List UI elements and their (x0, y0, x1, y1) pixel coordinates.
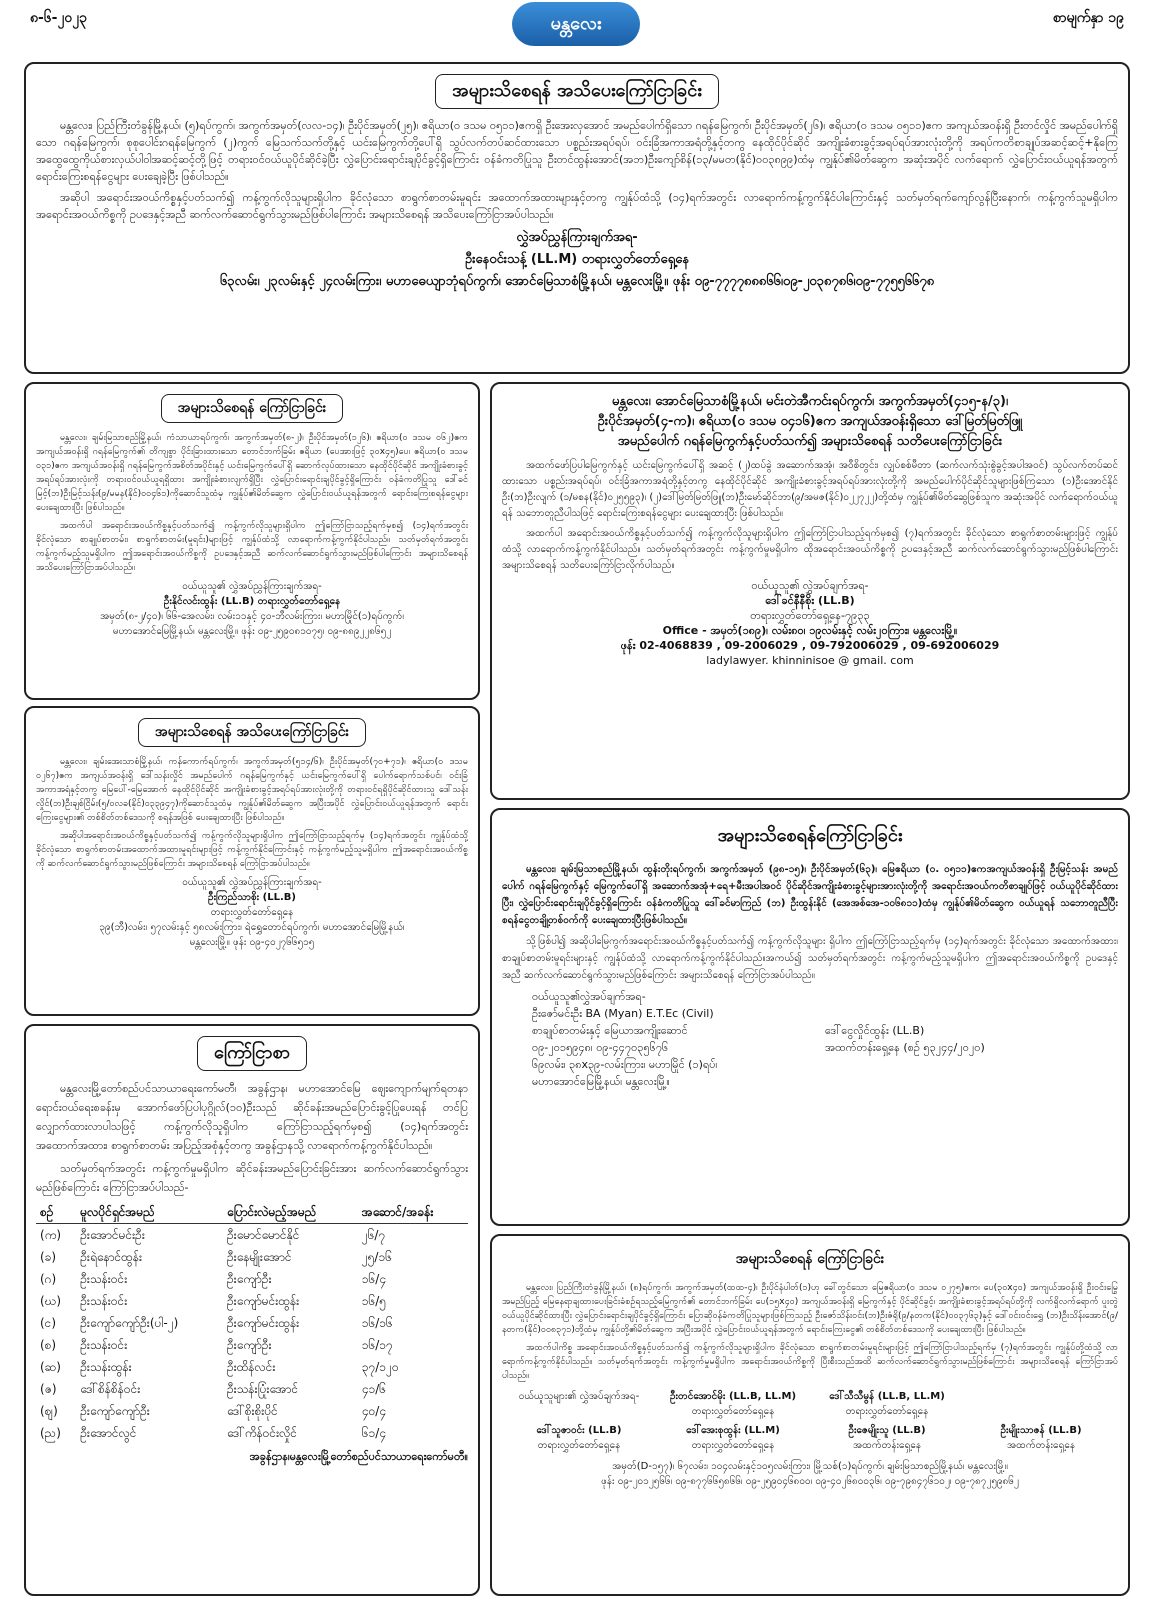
table-cell: ဒေါ်ကိန်ဝင်းလှိုင် (227, 1426, 298, 1440)
ad-paragraph: မန္တလေး၊ ပြည်ကြီးတံခွန်မြို့နယ်၊ (၈)ရပ်ကွက်၊ အကွက်အမှတ်(ထထ-၄)၊ ဦးပိုင်နံပါတ်(၁)ဟု ခေါ်တွင်သော မြေဧရိယာ(၀ ဒသမ ၀၂၇၅)ဧက၊ ပေ(၃၀x၄၀) အကျယ်အဝန်းရှိ ဦးဝင်းမြွေ အမည်ပြည့် မြေနေရာချထားပေးခြင်းခံစဉ်ရသည့်မြေကွက်၏ တောင်ဘက်ခြမ်း ပေ(၁၅x၄၀) အကျယ်အဝန်းရှိ မြေကွက်နှင့် ပိုင်ဆိုင်ခွင့်၊ အကျိုးခံစားခွင့်အရပ်ရပ်တို့ကို လက်ရှိလက်ရောက် ပူးတွဲဝယ်ယူပိုင်ဆိုင်ထားပြီး လွှဲပြောင်းရောင်းချပိုင်ခွင့်ရှိကြောင်း ပြောဆိုဝန်ခံကတိပြုသူများဖြစ်ကြသည့် ဦးဇော်သိန်းဝင်း(ဘ)ဦးဇံရို(၉/နတက(နိုင်)၀၀၃၇၆၃)နှင့် ဒေါ်ဝင်းဝင်းရွှေ (ဘ)ဦးသိန်းအောင်(၉/နတက(နိုင်)၀၀၈၃၇၁)တို့ထံမှ ကျွန်ုပ်တို့၏မိတ်ဆွေက အပြီးအပိုင် လွှဲပြောင်းဝယ်ယူရန်အတွက် ရောင်းကြေးငွေ၏ တစ်စိတ်တစ်ဒေသကို ပေးချေထားပြီး ဖြစ်ပါသည်။ (502, 1283, 1118, 1335)
table-cell: ဦးကျော်ဦး (227, 1272, 272, 1286)
ad-paragraph: မန္တလေး၊ ပြည်ကြီးတံခွန်မြို့နယ်၊ (၅)ရပ်ကွက်၊ အကွက်အမှတ်(လလ-၁၄)၊ ဦးပိုင်အမှတ်(၂၅)၊ ဧရိယာ(၀ ဒသမ ၀၅၁၁)ဧကရှိ ဦးအေးလှအောင် အမည်ပေါက်ရှိသော ဂရန်မြေကွက်၊ ဦးပိုင်အမှတ်(၂၆)၊ ဧရိယာ(၀ ဒသမ ၀၅၁၁)ဧက အကျယ်အဝန်းရှိ ဦးတင်လှိုင် အမည်ပေါက်ရှိသော ဂရန်မြေကွက်၊ စုစုပေါင်းဂရန်မြေကွက် (၂)ကွက် မြေသက်သက်တို့နှင့် ယင်းမြေကွက်တို့ပေါ်ရှိ သွပ်လက်တပ်ဆင်ထားသော ပစ္စည်းအရပ်ရပ်၊ ဝင်းခြံအကာအရံတို့နှင့်တကွ နေထိုင်ပိုင်ဆိုင် အကျိုးခံစားခွင့်အရပ်ရပ်အားလုံးတို့ကို အရပ်ကတိစာချုပ်အဆင့်ဆင့်+နိုကြေအထွေထွေကိုယ်စားလှယ်ပါဝါအဆင့်ဆင့်တို့ဖြင့် တရားဝင်ဝယ်ယူပိုင်ဆိုင်ခဲ့ပြီး လွှဲပြောင်းရောင်းချပိုင်ခွင့်ရှိကြောင်း ဝန်ခံကတိပြုသူ ဦးတင်ထွန်းအောင်(အဘ)ဦးကျော်စိန်(၁၃/မမတ(နိုင်)၀၀၃၈၉၉)ထံမှ ကျွန်ုပ်၏မိတ်ဆွေက အဆုံးအပိုင် လက်ရောက် လွှဲပြောင်းဝယ်ယူရန်အတွက် ရောင်းကြေးစရန်ငွေများ ပေးချေခဲ့ပြီး ဖြစ်ပါသည်။ (36, 119, 1118, 183)
table-cell: ၁၆/၁၇ (361, 1338, 393, 1352)
lawyer-name: ဦးမျိုးသာဇန် (LL.B) (1000, 1425, 1082, 1436)
agent-name: ဦးဇော်မင်းဦး BA (Myan) E.T.Ec (Civil) (532, 1007, 714, 1020)
lawyer-title: တရားလွှတ်တော်ရှေ့နေ (537, 1440, 621, 1451)
ad-title: အများသိစေရန်ကြော်ငြာခြင်း (717, 825, 903, 846)
table-row (36, 1378, 468, 1400)
lawyer-name: ဦးနိုင်လင်းထွန်း (LL.B) တရားလွှတ်တော်ရှေ့နေ (163, 596, 341, 607)
shop-transfer-table (36, 1201, 468, 1444)
notice-ad-5 (490, 382, 1130, 800)
ad-paragraph: မန္တလေး၊ ချမ်းအေးသာစံမြို့နယ်၊ ကန်ကောက်ရပ်ကွက်၊ အကွက်အမှတ်(၅၁၄/၆)၊ ဦးပိုင်အမှတ်(၇၀+၇၁)၊ ဧရိယာ(၀ ဒသမ ၀၂၆၇)ဧက အကျယ်အဝန်းရှိ ဒေါ်သန်းလှိုင် အမည်ပေါက် ဂရန်မြေကွက်နှင့် ယင်းမြေကွက်ပေါ်ရှိ ပေါက်ရောက်သစ်ပင်၊ ဝင်းခြံအကာအရံနှင့်တကွ မြေပေါ်-မြေအောက် နေထိုင်ပိုင်ဆိုင် အကျိုးခံစားခွင့်အရပ်ရပ်အားလုံးတို့ကို တရားဝင်ရရှိပိုင်ဆိုင်ထားသူ ဒေါ်သန်းလှိုင်(ဘ)ဦးချစ်ငြိမ်း(၅/ဝလခ(နိုင်)၀၃၃၉၄၇)ကိုဆောင်သူထံမှ ကျွန်ုပ်၏မိတ်ဆွေက အပြီးအပိုင် လွှဲပြောင်းဝယ်ယူရန်အတွက် ရောင်းကြေးငွေများ၏ တစ်စိတ်တစ်ဒေသကို စရန်အဖြစ် ပေးချေထားပြီး ဖြစ်ပါသည်။ (36, 757, 468, 823)
lawyer-phone: ဖုန်း ၀၉-၂၀၁၂၅၆၆၊ ၀၉-၈၇၇၆၆၅၈၆၆၊ ၀၉-၂၅၉၀၄၆၈၀၀၊ ၀၉-၄၀၂၆၈၀၀၃၆၊ ၀၉-၇၉၈၄၇၆၁၀၂၊ ၀၉-၇၈၇၂၅၉၈၆၂ (601, 1476, 1019, 1487)
lawyer-title: တရားလွှတ်တော်ရှေ့နေ (210, 907, 294, 918)
ad-title: အများသိစေရန် ကြော်ငြာခြင်း (36, 394, 468, 423)
lawyer-name: ဦးဇေမျိုးသူ (LL.B) (848, 1425, 926, 1436)
signature-line: ဝယ်ယူသူများ၏ လွှဲအပ်ချက်အရ- (518, 1391, 640, 1402)
ad-title: ဦးပိုင်အမှတ်(၄-က)၊ ဧရိယာ(၀ ဒသမ ၀၄၁၆)ဧက အကျယ်အဝန်းရှိသော ဒေါ်မြတ်မြတ်ဖြူ (597, 414, 1023, 429)
table-row (36, 1224, 468, 1247)
agent-phone: ၀၉-၂၀၁၅၉၄၈၊ ၀၉-၄၄၇၀၃၅၆၇၆ (532, 1041, 669, 1054)
lawyer-phone: ဖုန်း 02-4068839 , 09-2006029 , 09-792006029 , 09-692006029 (620, 639, 1000, 652)
ad-paragraph: အထက်ပါ အရောင်းအဝယ်ကိစ္စနှင့်ပတ်သက်၍ ကန့်ကွက်လိုသူများရှိပါက ဤကြော်ငြာပါသည့်ရက်မှစ၍ (၇)ရက်အတွင်း ခိုင်လုံသော စာရွက်စာတမ်းများဖြင့် ကျွန်ုပ်ထံသို့ လာရောက်ကန့်ကွက်နိုင်ပါသည်။ သတ်မှတ်ရက်အတွင်း ကန့်ကွက်မှုမရှိပါက ထိုအရောင်းအဝယ်ကိစ္စကို ဥပဒေနှင့်အညီ ဆက်လက်ဆောင်ရွက်သွားမည်ဖြစ်ပါကြောင်း အများသိစေရန် သတိပေးကြော်ငြာလိုက်ပါသည်။ (502, 528, 1118, 571)
newspaper-logo: မန္တလေး (512, 2, 640, 46)
ad-title: အများသိစေရန် အသိပေးကြော်ငြာခြင်း (36, 74, 1118, 109)
table-row (36, 1268, 468, 1290)
table-cell: ဦးကျော်ဦး (227, 1338, 272, 1352)
masthead (0, 0, 1154, 50)
ad-paragraph: မန္တလေးမြို့တော်စည်ပင်သာယာရေးကော်မတီ၊ အခွန်ဌာန၊ မဟာအောင်မြေ ဈေးကျောက်မျက်ရတနာရောင်းဝယ်ရေးစခန်းမှ အောက်ဖော်ပြပါပုဂ္ဂိုလ်(၁၀)ဦးသည် ဆိုင်ခန်းအမည်ပြောင်းခွင့်ပြုပေးရန် တင်ပြလျှောက်ထားလာပါသဖြင့် ကန့်ကွက်လိုသူရှိပါက ကြော်ငြာသည့်ရက်မှစ၍ (၁၄)ရက်အတွင်း အထောက်အထား၊ စာရွက်စာတမ်း အပြည့်အစုံနှင့်တကွ အခွန်ဌာနသို့ လာရောက်ကန့်ကွက်နိုင်ပါသည်။ (36, 1082, 468, 1152)
agent-title: စာချုပ်စာတမ်းနှင့် မြေယာအကျိုးဆောင် (532, 1024, 688, 1037)
table-cell: ဦးကျော်ကျော်ဦး (80, 1404, 150, 1418)
table-cell: ၄၁/၆ (361, 1382, 387, 1396)
ad-paragraph: မန္တလေး၊ ချမ်းမြသာစည်မြို့နယ်၊ ထွန်းတိုးရပ်ကွက်၊ အကွက်အမှတ် (၉၈-၁၅)၊ ဦးပိုင်အမှတ်(၆၃)၊ မြေဧရိယာ (၀. ၀၅၁၁)ဧကအကျယ်အဝန်းရှိ ဦးမြင့်သန်း အမည်ပေါက် ဂရန်မြေကွက်နှင့် မြေကွက်ပေါ်ရှိ အဆောက်အအုံ+ရေ+မီးအပါအဝင် ပိုင်ဆိုင်အကျိုးခံစားခွင့်များအားလုံးတို့ကို အရောင်းအဝယ်ကတိစာချုပ်ဖြင့် ဝယ်ယူပိုင်ဆိုင်ထားပြီး၊ လွှဲပြောင်းရောင်းချပိုင်ခွင့်ရှိကြောင်း ဝန်ခံကတိပြုသူ ဒေါ်ခင်မာကြည် (ဘ) ဦးထွန်းနိုင် (အေအစ်အေ-၁၀၆၈၁၁)ထံမှ ကျွန်ုပ်၏မိတ်ဆွေက ဝယ်ယူရန် သဘောတူညီပြီး စရန်ငွေတချို့တစ်ဝက်ကို ပေးချေထားပြီးဖြစ်ပါသည်။ (502, 864, 1118, 926)
notice-ad-1 (24, 62, 1130, 374)
table-cell: ၂၅/၁၆ (361, 1250, 392, 1264)
lawyer-name: ဦးနေဝင်းသန့် (LL.M) တရားလွှတ်တော်ရှေ့နေ (464, 252, 690, 267)
table-header-row (36, 1201, 468, 1224)
issue-date: ၈-၆-၂၀၂၃ (30, 10, 87, 26)
lawyer-phone: မဟာအောင်မြေမြို့နယ်၊ မန္တလေးမြို့။ ဖုန်း ၀၉-၂၅၉၀၈၁၀၇၅၊ ၀၉-၈၈၉၂၂၈၆၅၂ (112, 626, 392, 637)
signature-line: လွှဲအပ်ညွှန်ကြားချက်အရ- (516, 230, 638, 245)
ad-title: အမည်ပေါက် ဂရန်မြေကွက်နှင့်ပတ်သက်၍ အများသိစေရန် သတိပေးကြော်ငြာခြင်း (617, 434, 1003, 449)
lawyer-name: ဦးကြည်သာစိုး (LL.B) (208, 892, 296, 903)
agent-address: ၆၉လမ်း၊ ၃၈x၃၉-လမ်းကြား၊ မဟာမြိုင် (၁)ရပ်၊ (532, 1058, 718, 1071)
table-cell: ဦးသန်းဝင်း (80, 1272, 128, 1286)
ad-paragraph: အထက်ပါ အရောင်းအဝယ်ကိစ္စနှင့်ပတ်သက်၍ ကန့်ကွက်လိုသူများရှိပါက ဤကြော်ငြာသည့်ရက်မှစ၍ (၁၄)ရက်အတွင်း ခိုင်လုံသော စာချုပ်စာတမ်း၊ စာရွက်စာတမ်း(မူရင်း)များဖြင့် ကျွန်ုပ်ထံသို့ လာရောက်ကန့်ကွက်နိုင်ပါသည်။ သတ်မှတ်ရက်အတွင်း ကန့်ကွက်မည့်သူမရှိပါက ဤအရောင်းအဝယ်ကိစ္စကို ဥပဒေနှင့်အညီ ဆက်လက်ဆောင်ရွက်သွားမည်ဖြစ်ပါကြောင်း အများသိစေရန် အသိပေးကြော်ငြာအပ်ပါသည်။ (36, 521, 468, 573)
lawyer-title: တရားလွှတ်တော်ရှေ့နေ (691, 1406, 775, 1417)
table-cell: (ဇ) (40, 1382, 57, 1396)
table-cell: ဦးအောင်မင်းဦး (80, 1228, 145, 1242)
table-cell: (စ) (40, 1338, 57, 1352)
notice-ad-6 (490, 808, 1130, 1226)
table-cell: ဒေါ်စိုးစိုးပိုင် (227, 1404, 278, 1418)
table-cell: ဦးအောင်လွင် (80, 1426, 137, 1440)
table-cell: ၆၁/၄ (361, 1426, 387, 1440)
table-row (36, 1400, 468, 1422)
table-cell: ဦးကျော်မင်းထွန်း (227, 1294, 300, 1308)
signature-line: ဝယ်ယူသူ၏လွှဲအပ်ချက်အရ- (532, 990, 646, 1003)
table-cell: ဒေါ်စိန်စိန်ဝင်း (80, 1382, 141, 1396)
lawyer-name: ဒေါ်သူဇာဝင်း (LL.B) (536, 1425, 622, 1436)
notice-ad-4 (24, 1024, 480, 1596)
table-cell: (ဃ) (40, 1294, 62, 1308)
ad-paragraph: မန္တလေး၊ ချမ်းမြသာစည်မြို့နယ်၊ ကံသာယာရပ်ကွက်၊ အကွက်အမှတ်(၈-၂)၊ ဦးပိုင်အမှတ်(၁၂၆)၊ ဧရိယာ(၀ ဒသမ ၀၆၂)ဧက အကျယ်အဝန်းရှိ ဂရန်မြေကွက်၏ တိကျစွာ ပိုင်းခြားထားသော တောင်ဘက်ခြမ်း ဧရိယာ (ပေအားဖြင့် ၃၀x၄၅)ပေ၊ ဧရိယာ(၀ ဒသမ ၀၃၁)ဧက အကျယ်အဝန်းရှိ ဂရန်မြေကွက်အစိတ်အပိုင်းနှင့် ယင်းမြေကွက်ပေါ်ရှိ ဆောက်လုပ်ထားသော နေထိုင်ပိုင်ဆိုင် အကျိုးခံစားခွင့်အရပ်ရပ်အားလုံးကို တရားဝင်ဝယ်ယူရရှိထား အကျိုးခံစားလျက်ရှိပြီး လွှဲပြောင်းရောင်းချပိုင်ခွင့်ရှိကြောင်း ဝန်ခံကတိပြုသူ ဒေါ်ခင်မြင့်(ဘ)ဦးမြင့်သန်း(၉/မမန(နိုင်)၀၀၄၆၁)ကိုဆောင်သူထံမှ ကျွန်ုပ်၏မိတ်ဆွေက လွှဲပြောင်းဝယ်ယူရန်အတွက် ရောင်းကြေးစရန်ငွေများ ပေးချေထားပြီး ဖြစ်ပါသည်။ (36, 433, 468, 513)
lawyer-email: ladylawyer. khinninisoe @ gmail. com (706, 654, 914, 667)
ad-paragraph: သတ်မှတ်ရက်အတွင်း ကန့်ကွက်မှုမရှိပါက ဆိုင်ခန်းအမည်ပြောင်းခြင်းအား ဆက်လက်ဆောင်ရွက်သွားမည်ဖြစ်ကြောင်း ကြော်ငြာအပ်ပါသည်- (36, 1162, 468, 1194)
column-header: ပြောင်းလဲမည့်အမည် (223, 1201, 358, 1224)
table-row (36, 1422, 468, 1444)
signature-line: ဝယ်ယူသူ၏ လွှဲအပ်ညွှန်ကြားချက်အရ- (182, 877, 322, 888)
signature-line: ဝယ်ယူသူ၏ လွှဲအပ်ချက်အရ- (751, 579, 869, 592)
lawyer-title (964, 1404, 1118, 1419)
lawyer-office: Office - အမှတ်(၁၈၉)၊ လမ်း၈၀၊ ၁၉လမ်းနှင့် လမ်း၂၀ကြား၊ မန္တလေးမြို့။ (662, 624, 958, 637)
lawyer-name: ဒေါ်သီသီမွန် (LL.B, LL.M) (829, 1391, 945, 1402)
lawyer-title: အထက်တန်းရှေ့နေ (စဉ် ၅၃၂၄၄/၂၀၂၀) (825, 1041, 985, 1054)
lawyer-name: ဒေါ်ငွေလှိုင်ထွန်း (LL.B) (825, 1024, 925, 1037)
lawyer-title: အထက်တန်းရှေ့နေ (852, 1440, 922, 1451)
lawyer-title: အထက်တန်းရှေ့နေ (1006, 1440, 1076, 1451)
lawyer-name: ဦးတင်အောင်မိုး (LL.B, LL.M) (669, 1391, 797, 1402)
table-cell: ၁၆/၁၆ (361, 1316, 393, 1330)
table-row (36, 1312, 468, 1334)
table-cell: ဦးသန်းဝင်း (80, 1338, 128, 1352)
ad-title: မန္တလေး၊ အောင်မြေသာစံမြို့နယ်၊ မင်းတဲအီကင်းရပ်ကွက်၊ အကွက်အမှတ်(၄၁၅-န/၃)၊ (611, 394, 1009, 409)
table-cell: ဦးသန်းထွန်း (80, 1360, 132, 1374)
table-cell: (ဂ) (40, 1272, 57, 1286)
lawyer-title: တရားလွှတ်တော်ရှေ့နေ (691, 1440, 775, 1451)
table-row (36, 1290, 468, 1312)
notice-ad-7 (490, 1234, 1130, 1596)
issuer-footer: အခွန်ဌာန၊မန္တလေးမြို့တော်စည်ပင်သာယာရေးကော်မတီ။ (249, 1450, 468, 1463)
ad-paragraph: သို့ဖြစ်ပါ၍ အဆိုပါမြေကွက်အရောင်းအဝယ်ကိစ္စနှင့်ပတ်သက်၍ ကန့်ကွက်လိုသူများ ရှိပါက ဤကြော်ငြာသည့်ရက်မှ (၁၄)ရက်အတွင်း ခိုင်လုံသော အထောက်အထား၊ စာချုပ်စာတမ်းမူရင်းများနှင့် ကျွန်ုပ်ထံသို့ လာရောက်ကန့်ကွက်နိုင်ပါသည်။အကယ်၍ သတ်မှတ်ရက်အတွင်း ကန့်ကွက်မည့်သူမရှိပါက ဤအရောင်းအဝယ်ကိစ္စကို ဥပဒေနှင့်အညီ ဆက်လက်ဆောင်ရွက်သွားမည်ဖြစ်ကြောင်း အများသိစေရန် ကြော်ငြာအပ်ပါသည်။ (502, 936, 1118, 981)
table-cell: ဦးထိန်လင်း (227, 1360, 276, 1374)
signature-line: ဝယ်ယူသူ၏ လွှဲအပ်ညွှန်ကြားချက်အရ- (182, 581, 322, 592)
lawyer-address: ၃၉(ဘီ)လမ်း၊ ၅၇လမ်းနှင့် ၅၈လမ်းကြား၊ ရဲရွှေတောင်ရပ်ကွက်၊ မဟာအောင်မြေမြို့နယ်၊ (99, 922, 405, 933)
table-cell: (ဈ) (40, 1404, 58, 1418)
ad-title: အများသိစေရန် ကြော်ငြာခြင်း (735, 1251, 885, 1267)
ad-title: ကြော်ငြာစာ (36, 1036, 468, 1071)
lawyer-phone: မန္တလေးမြို့။ ဖုန်း ၀၉-၄၀၂၇၆၆၅၁၅ (189, 937, 315, 948)
table-cell: ၃၇/၁၂၀ (361, 1360, 399, 1374)
lawyer-name: ဒေါ်အေးစုထွန်း (LL.M) (686, 1425, 780, 1436)
lawyer-address: ၆၃လမ်း၊ ၂၃လမ်းနှင့် ၂၄လမ်းကြား၊ မဟာဓေယျာဘုံရပ်ကွက်၊ အောင်မြေသာစံမြို့နယ်၊ မန္တလေးမြို့။ ဖုန်း ၀၉-၇၇၇၇၈၈၈၆၆၊၀၉-၂၀၃၈၇၈၆၊၀၉-၇၇၅၅၆၆၇၈ (219, 274, 935, 289)
table-cell: ဦးနေမျိုးအောင် (227, 1250, 292, 1264)
table-row (36, 1356, 468, 1378)
table-cell: (ည) (40, 1426, 61, 1440)
table-cell: ၂၆/၇ (361, 1228, 386, 1242)
table-cell: ဦးကျော်ကျော်ဦး(ပါ-၂) (80, 1316, 179, 1330)
table-cell: ၄၀/၄ (361, 1404, 387, 1418)
signatories (532, 1005, 1118, 1090)
table-row (36, 1246, 468, 1268)
notice-ad-3 (24, 706, 480, 1016)
lawyer-title (502, 1404, 656, 1419)
table-cell: ဦးသန်းပြုံးအောင် (227, 1382, 299, 1396)
table-cell: ဦးသန်းဝင်း (80, 1294, 128, 1308)
table-cell: ဦးကျော်မင်းထွန်း (227, 1316, 300, 1330)
lawyer-name: ဒေါ်ခင်နီနီစိုး (LL.B) (765, 594, 855, 607)
lawyer-address: အမှတ်(D-၁၅၇)၊ ၆၇လမ်း၊ ၁၀၄လမ်းနှင့်၁၀၅လမ်းကြား၊ မြို့သစ်(၁)ရပ်ကွက်၊ ချမ်းမြသာစည်မြို့နယ်၊ မန္တလေးမြို့။ (612, 1461, 1008, 1472)
notice-ad-2 (24, 382, 480, 700)
lawyer-address: အမှတ်(၈-၂/၄၀)၊ ၆၆-အေလမ်း၊ လမ်း၁၁နှင့် ၄၀-ဘီလမ်းကြား၊ မဟာမြိုင်(၁)ရပ်ကွက်၊ (100, 611, 404, 622)
ad-paragraph: အထက်ပါကိစ္စ အရောင်းအဝယ်ကိစ္စနှင့်ပတ်သက်၍ ကန့်ကွက်လိုသူများရှိပါက ခိုင်လုံသော စာရွက်စာတမ်းမူရင်းများဖြင့် ဤကြော်ငြာပါသည့်ရက်မှ (၇)ရက်အတွင်း ကျွန်ုပ်တို့ထံသို့ လာရောက်ကန့်ကွက်နိုင်ပါသည်။ သတ်မှတ်ရက်အတွင်း ကန့်ကွက်မှုမရှိပါက အရောင်းအဝယ်ကိစ္စကို ပြီးစီးသည်အထိ ဆက်လက်ဆောင်ရွက်သွားမည်ဖြစ်ကြောင်း အများသိစေရန် ကြော်ငြာအပ်ပါသည်။ (502, 1343, 1118, 1381)
lawyer-title: တရားလွှတ်တော်ရှေ့နေ-၇၉၃၃ (750, 609, 870, 622)
column-header: အဆောင်/အခန်း (358, 1201, 468, 1224)
table-cell: (ဆ) (40, 1360, 61, 1374)
table-cell: ၁၆/၅ (361, 1294, 387, 1308)
table-cell: (င) (40, 1316, 57, 1330)
table-cell: ၁၆/၄ (361, 1272, 387, 1286)
table-row (36, 1334, 468, 1356)
lawyer-title: တရားလွှတ်တော်ရှေ့နေ (845, 1406, 929, 1417)
column-header: စဉ် (36, 1201, 76, 1224)
table-cell: ဦးမောင်မောင်နိုင် (227, 1228, 300, 1242)
column-header: မူလပိုင်ရှင်အမည် (76, 1201, 223, 1224)
table-cell: ဦးရဲနောင်ထွန်း (80, 1250, 143, 1264)
ad-title: အများသိစေရန် အသိပေးကြော်ငြာခြင်း (36, 718, 468, 747)
ad-paragraph: အဆိုပါအရောင်းအဝယ်ကိစ္စနှင့်ပတ်သက်၍ ကန့်ကွက်လိုသူများရှိပါက ဤကြော်ငြာသည့်ရက်မှ (၁၄)ရက်အတွင်း ကျွန်ုပ်ထံသို့ ခိုင်လုံသော စာရွက်စာတမ်းအထောက်အထားမူရင်းများဖြင့် ကန့်ကွက်နိုင်ကြောင်းနှင့် ကန့်ကွက်မည့်သူမရှိပါက ဤအရောင်းအဝယ်ကိစ္စကို ဆက်လက်ဆောင်ရွက်သွားမည်ဖြစ်ကြောင်း အများသိစေရန် ကြော်ငြာအပ်ပါသည်။ (36, 831, 468, 869)
page-number: စာမျက်နှာ ၁၉ (1052, 10, 1124, 26)
table-cell: (က) (40, 1228, 62, 1242)
table-cell: (ခ) (40, 1250, 57, 1264)
ad-paragraph: အထက်ဖော်ပြပါမြေကွက်နှင့် ယင်းမြေကွက်ပေါ်ရှိ အဆင့် (၂)ထပ်ခွဲ အဆောက်အအုံ၊ အဝီစိတွင်း၊ လျှပ်စစ်မီတာ (ဆက်လက်သုံးစွဲခွင့်အပါအဝင်) သွပ်လက်တပ်ဆင်ထားသော ပစ္စည်းအရပ်ရပ်၊ ဝင်းခြံအကာအရံတို့နှင့်တကွ နေထိုင်ပိုင်ဆိုင် အကျိုးခံစားခွင့်အရပ်ရပ်အားလုံးတို့ကို အမည်ပေါက်ပိုင်ဆိုင်သူများဖြစ်ကြသော (၁)ဦးအောင်နိုင်ဦး(ဘ)ဦးလျက် (၁/မစန(နိုင်)၀၂၅၅၉၃)၊ (၂)ဒေါ်မြတ်မြတ်ဖြူ(ဘ)ဦးမော်ဆိုင်ဘာ(၉/အမဇ(နိုင်)၀၂၂၇၂၂)တို့ထံမှ ကျွန်ုပ်၏မိတ်ဆွေဖြစ်သူက အဆုံးအပိုင် လက်ရောက်ဝယ်ယူရန် သဘောတူညီပါသဖြင့် ရောင်းကြေးစရန်ငွေများ ပေးချေထားပြီး ဖြစ်ပါသည်။ (502, 460, 1118, 519)
ad-paragraph: အဆိုပါ အရောင်းအဝယ်ကိစ္စနှင့်ပတ်သက်၍ ကန့်ကွက်လိုသူများရှိပါက ခိုင်လုံသော စာရွက်စာတမ်းမူရင်း အထောက်အထားများနှင့်တကွ ကျွန်ုပ်ထံသို့ (၁၄)ရက်အတွင်း လာရောက်ကန့်ကွက်နိုင်ပါကြောင်းနှင့် သတ်မှတ်ရက်ကျော်လွန်ပြီးနောက်၊ ကန့်ကွက်သူမရှိပါက အရောင်းအဝယ်ကိစ္စကို ဥပဒေနှင့်အညီ ဆက်လက်ဆောင်ရွက်သွားမည်ဖြစ်ပါကြောင်း အများသိစေရန် အသိပေးကြော်ငြာအပ်ပါသည်။ (36, 191, 1118, 221)
lawyer-name (964, 1389, 1118, 1404)
signatories (502, 1389, 1118, 1453)
agent-address: မဟာအောင်မြေမြို့နယ်၊ မန္တလေးမြို့။ (532, 1075, 670, 1088)
